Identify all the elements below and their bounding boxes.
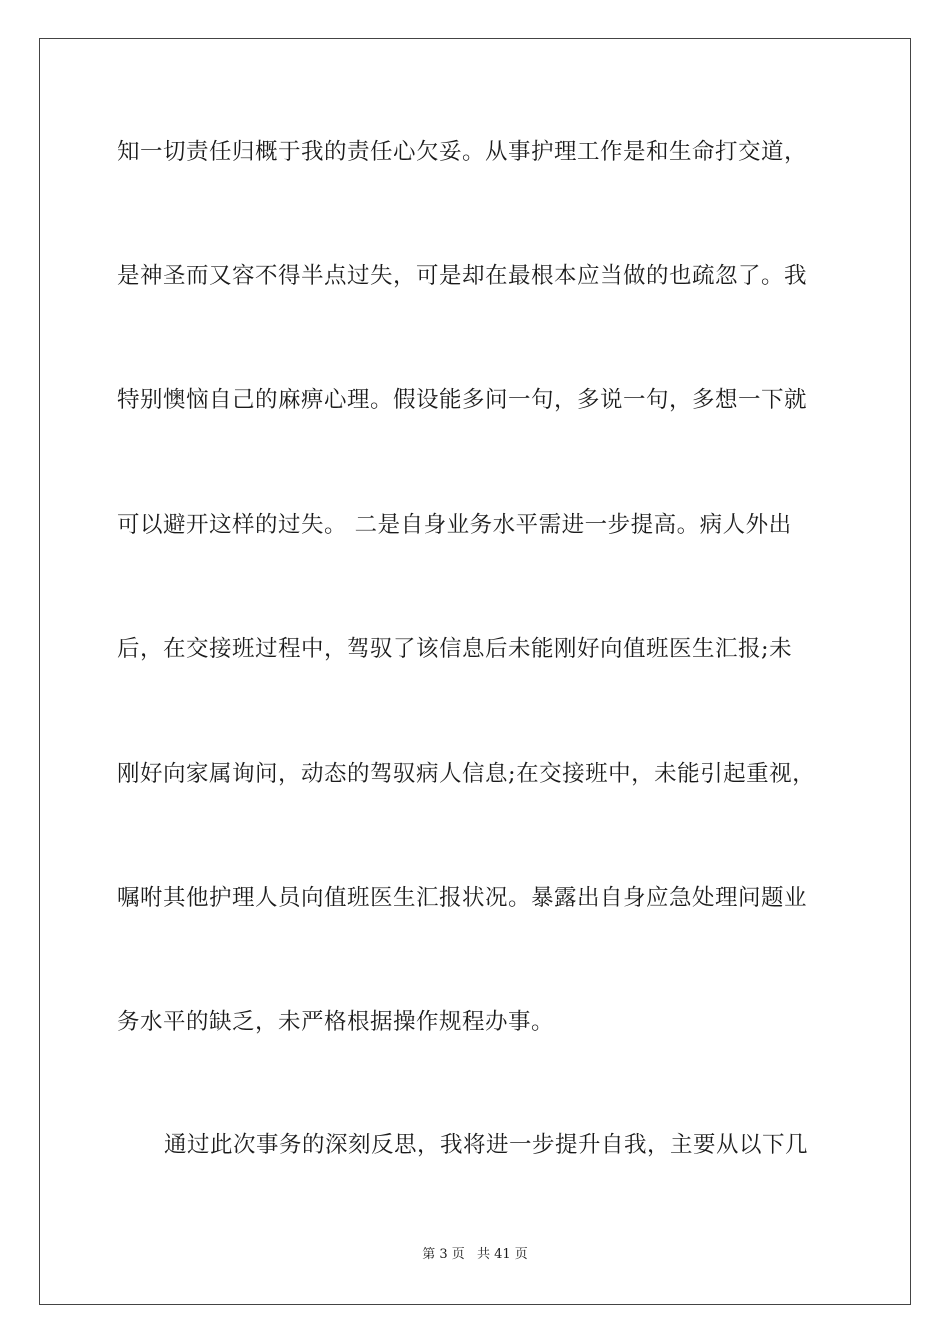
paragraph-start-line: 通过此次事务的深刻反思，我将进一步提升自我，主要从以下几	[164, 1132, 809, 1158]
body-text-line-7: 嘱咐其他护理人员向值班医生汇报状况。暴露出自身应急处理问题业	[117, 885, 808, 911]
body-text-line-6: 刚好向家属询问，动态的驾驭病人信息;在交接班中，未能引起重视，	[117, 761, 816, 787]
body-text-line-2: 是神圣而又容不得半点过失，可是却在最根本应当做的也疏忽了。我	[117, 263, 808, 289]
body-text-line-3: 特别懊恼自己的麻痹心理。假设能多问一句，多说一句，多想一下就	[117, 387, 808, 413]
page-frame	[39, 38, 911, 1305]
page-number-total: 共 41 页	[476, 1247, 528, 1262]
body-text-line-1: 知一切责任归概于我的责任心欠妥。从事护理工作是和生命打交道，	[117, 139, 808, 165]
body-text-line-4: 可以避开这样的过失。 二是自身业务水平需进一步提高。病人外出	[117, 512, 792, 538]
page-footer	[0, 1246, 950, 1264]
body-text-line-5: 后，在交接班过程中，驾驭了该信息后未能刚好向值班医生汇报;未	[117, 636, 793, 662]
body-text-line-8: 务水平的缺乏，未严格根据操作规程办事。	[117, 1009, 555, 1035]
page-number-current: 第 3 页	[422, 1247, 465, 1262]
